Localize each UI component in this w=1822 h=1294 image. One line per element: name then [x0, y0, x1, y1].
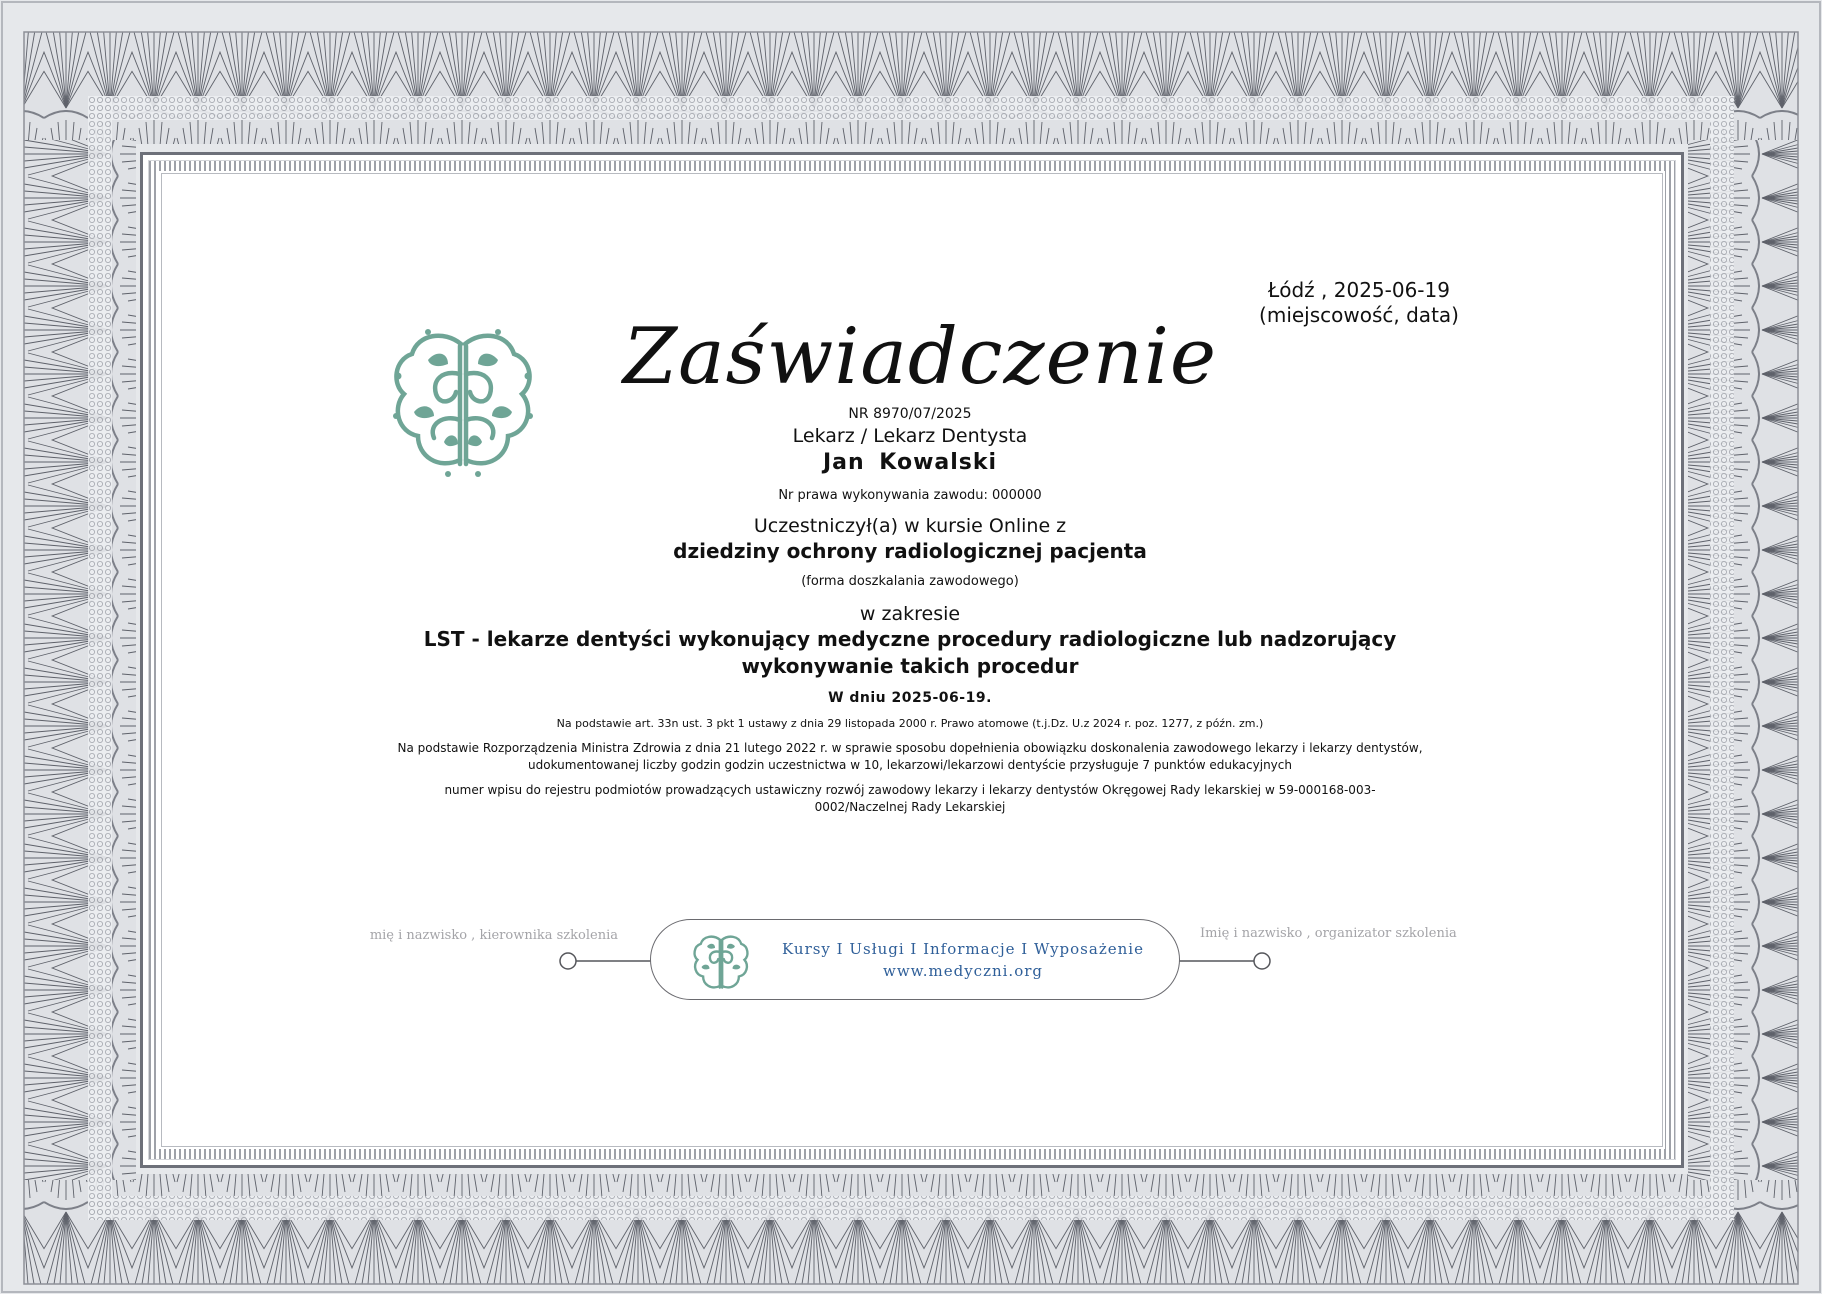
- scope-intro: w zakresie: [859, 603, 961, 625]
- left-connector-line: [556, 950, 652, 972]
- profession: Lekarz / Lekarz Dentysta: [792, 425, 1028, 447]
- organizer-stamp: [650, 919, 1180, 1000]
- signature-caption-head-of-training: mię i nazwisko , kierownika szkolenia: [369, 928, 618, 943]
- organizer-tagline: Kursy I Usługi I Informacje I Wyposażenie: [782, 940, 1144, 958]
- signature-caption-organizer: Imię i nazwisko , organizator szkolenia: [1200, 926, 1457, 941]
- legal-basis-atomic-law: Na podstawie art. 33n ust. 3 pkt 1 ustawy z dnia 29 listopada 2000 r. Prawo atomowe (t.j.Dz. U.z 2024 r. poz. 1277, z późn. zm.): [556, 717, 1264, 730]
- organizer-website-link[interactable]: www.medyczni.org: [882, 962, 1044, 980]
- place-date-block: [1226, 278, 1492, 328]
- registry-number: numer wpisu do rejestru podmiotów prowadzących ustawiczny rozwój zawodowy lekarzy i lekarzy dentystów Okręgowej Rady lekarskiej w 59-000168-003-0002/Naczelnej Rady Lekarskiej: [444, 783, 1376, 814]
- training-form-note: (forma doszkalania zawodowego): [801, 574, 1019, 589]
- license-number: Nr prawa wykonywania zawodu: 000000: [778, 488, 1042, 503]
- place-date-caption: (miejscowość, data): [1259, 303, 1459, 327]
- legal-basis-regulation: Na podstawie Rozporządzenia Ministra Zdrowia z dnia 21 lutego 2022 r. w sprawie sposobu dopełnienia obowiązku doskonalenia zawodowego lekarzy i lekarzy dentystów, udokumentowanej liczby godzin godzin uczestnictwa w 10, lekarzowi/lekarzowi dentyście przysługuje 7 punktów edukacyjnych: [397, 741, 1423, 772]
- participation-text: Uczestniczył(a) w kursie Online z: [753, 515, 1067, 537]
- right-connector-line: [1178, 950, 1274, 972]
- participant-name: Jan Kowalski: [822, 450, 998, 475]
- certificate-number: NR 8970/07/2025: [848, 406, 972, 422]
- organizer-logo-icon: [691, 932, 751, 994]
- certificate-title: Zaświadczenie: [622, 312, 1218, 402]
- course-scope: LST - lekarze dentyści wykonujący medyczne procedury radiologiczne lub nadzorujący wykonywanie takich procedur: [423, 627, 1397, 678]
- course-domain: dziedziny ochrony radiologicznej pacjenta: [673, 539, 1147, 563]
- place-date: Łódź , 2025-06-19: [1268, 278, 1450, 302]
- course-date: W dniu 2025-06-19.: [828, 690, 992, 706]
- organizer-text: [773, 938, 1153, 982]
- certificate-body: [360, 404, 1460, 816]
